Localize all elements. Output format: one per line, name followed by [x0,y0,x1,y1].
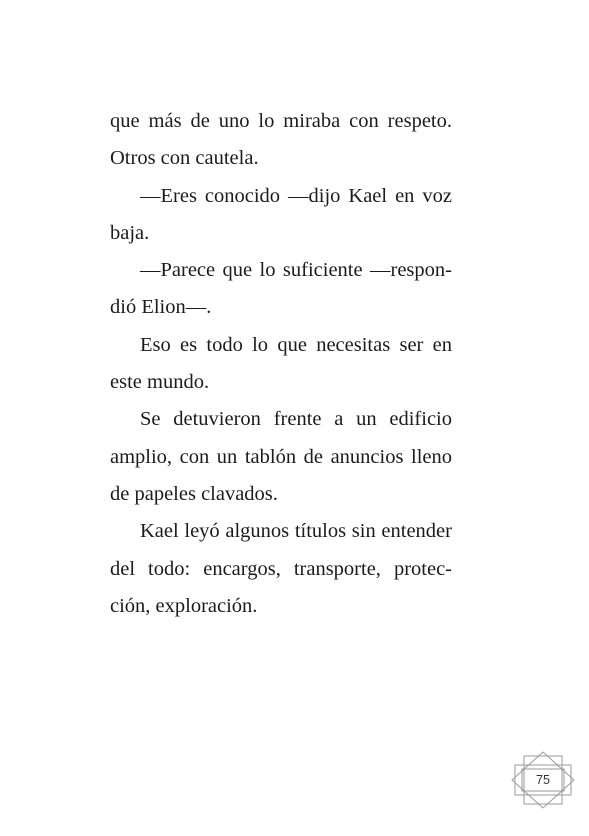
text-line: —Parece que lo suficiente —respon- [140,259,452,282]
page-number: 75 [536,773,550,787]
text-line: de papeles clavados. [110,482,278,505]
text-line: que más de uno lo miraba con respeto. [110,110,452,132]
text-line: este mundo. [110,371,210,394]
text-line: dió Elion—. [110,296,212,319]
text-line: amplio, con un tablón de anuncios lleno [110,445,452,468]
text-line: Eso es todo lo que necesitas ser en [140,333,452,356]
text-line: ción, exploración. [110,594,258,617]
body-text [110,103,452,625]
text-line: —Eres conocido —dijo Kael en voz [140,184,452,207]
text-line: Se detuvieron frente a un edificio [140,408,452,431]
text-line: del todo: encargos, transporte, protec- [110,557,452,580]
text-line: Kael leyó algunos títulos sin entender [140,520,452,543]
text-line: baja. [110,221,150,244]
text-line: Otros con cautela. [110,147,259,170]
